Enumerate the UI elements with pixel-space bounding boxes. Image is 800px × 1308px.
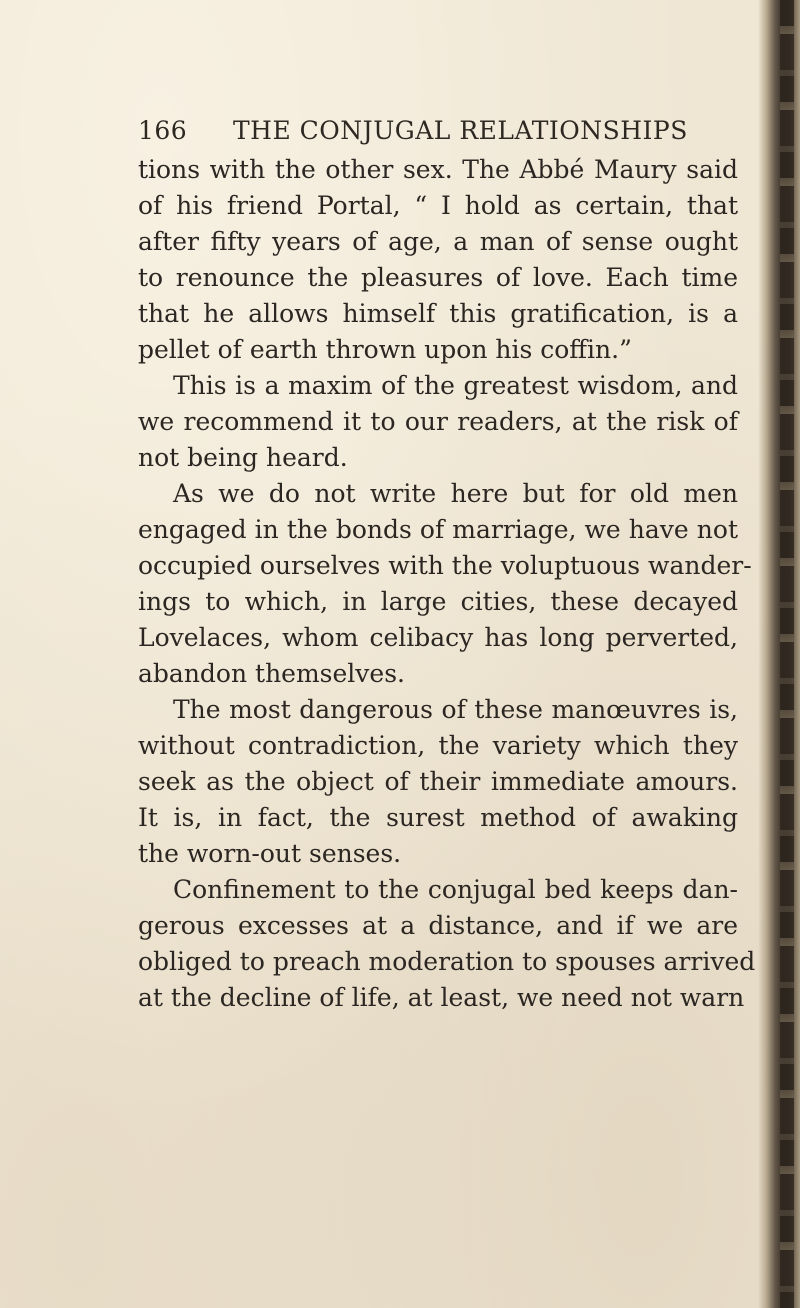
- text-line: without contradiction, the variety which they: [138, 731, 738, 760]
- text-line: of his friend Portal, “ I hold as certain, that: [138, 191, 738, 220]
- page-number: 166: [138, 116, 188, 145]
- text-line: we recommend it to our readers, at the risk of: [138, 407, 738, 436]
- text-line: Confinement to the conjugal bed keeps dan-: [173, 875, 738, 904]
- text-line: seek as the object of their immediate amours.: [138, 767, 738, 796]
- text-line: abandon themselves.: [138, 659, 405, 688]
- book-binding-edge: [780, 0, 794, 1308]
- text-line: obliged to preach moderation to spouses arrived: [138, 947, 756, 976]
- text-line: ings to which, in large cities, these decayed: [138, 587, 738, 616]
- text-line: tions with the other sex. The Abbé Maury said: [138, 155, 738, 184]
- text-line: that he allows himself this gratification, is a: [138, 299, 738, 328]
- running-title: THE CONJUGAL RELATIONSHIPS: [233, 116, 688, 145]
- text-line: As we do not write here but for old men: [173, 479, 738, 508]
- text-line: to renounce the pleasures of love. Each time: [138, 263, 738, 292]
- page-header: [138, 116, 758, 150]
- text-line: after fifty years of age, a man of sense ought: [138, 227, 738, 256]
- text-line: engaged in the bonds of marriage, we have not: [138, 515, 738, 544]
- text-line: occupied ourselves with the voluptuous wander-: [138, 551, 752, 580]
- text-line: gerous excesses at a distance, and if we are: [138, 911, 738, 940]
- text-line: Lovelaces, whom celibacy has long perverted,: [138, 623, 738, 652]
- text-line: not being heard.: [138, 443, 348, 472]
- text-line: The most dangerous of these manœuvres is,: [173, 695, 738, 724]
- text-line: at the decline of life, at least, we need not warn: [138, 983, 745, 1012]
- text-line: It is, in fact, the surest method of awaking: [138, 803, 738, 832]
- text-line: pellet of earth thrown upon his coffin.”: [138, 335, 632, 364]
- text-line: This is a maxim of the greatest wisdom, and: [173, 371, 738, 400]
- text-line: the worn-out senses.: [138, 839, 402, 868]
